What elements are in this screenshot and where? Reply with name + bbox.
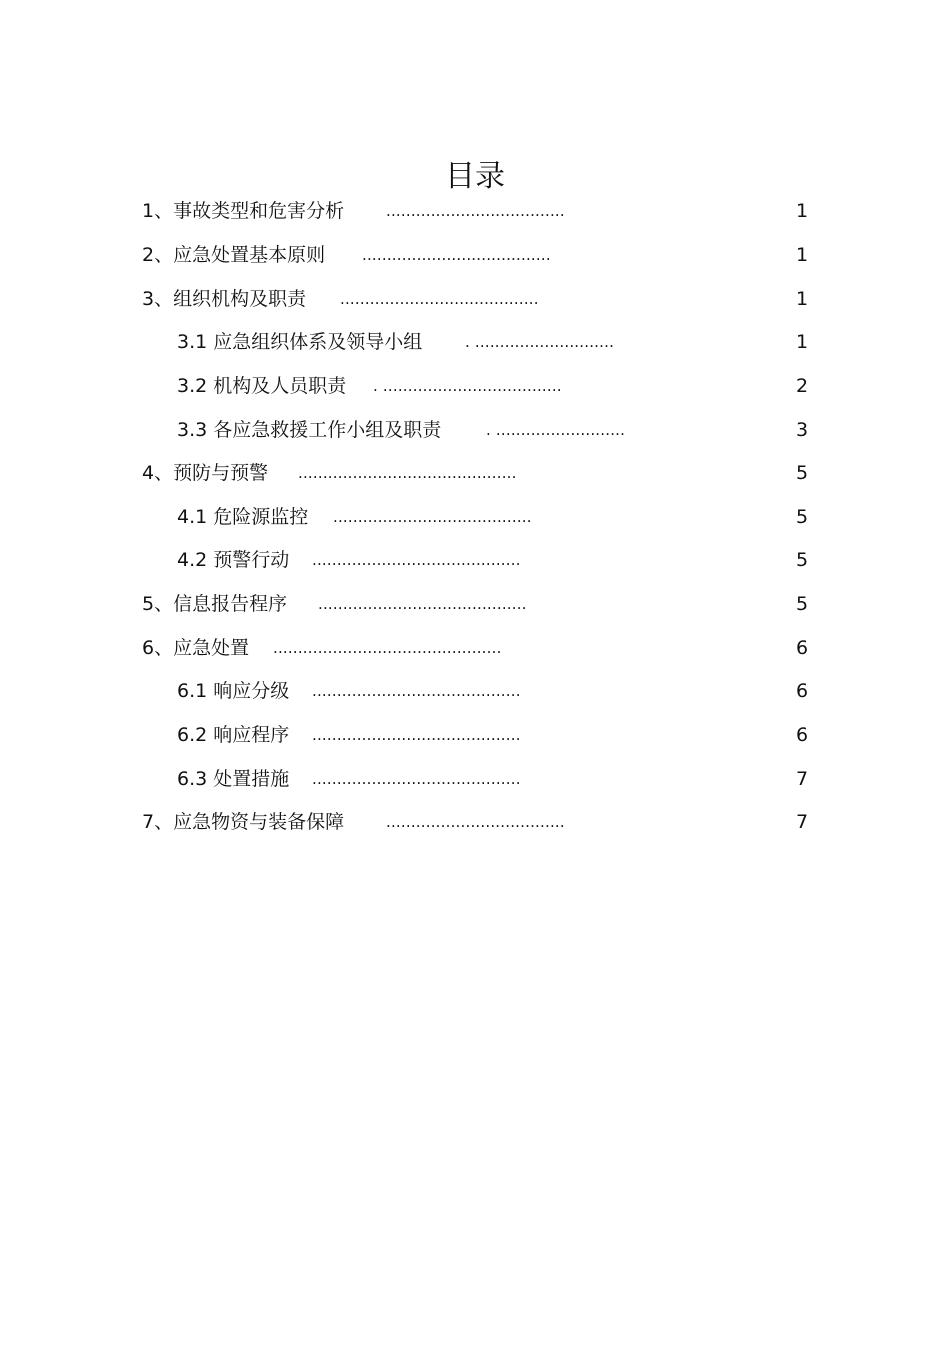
- toc-entry-leader: ............................................: [298, 464, 517, 482]
- toc-entry-label: 6.1 响应分级: [177, 680, 290, 702]
- toc-entry-leader: ..........................................: [312, 770, 521, 788]
- toc-entry[interactable]: [0, 458, 950, 488]
- toc-entry-leader: ..........................................: [318, 595, 527, 613]
- toc-entry-page: 1: [796, 200, 809, 222]
- toc-entry-leader: ....................................: [386, 813, 565, 831]
- toc-entry[interactable]: [0, 327, 950, 357]
- toc-entry-label: 5、信息报告程序: [142, 593, 288, 615]
- toc-entry[interactable]: [0, 415, 950, 445]
- toc-entry[interactable]: [0, 545, 950, 575]
- toc-entry-page: 1: [796, 244, 809, 266]
- toc-entry[interactable]: [0, 720, 950, 750]
- toc-entry-page: 1: [796, 288, 809, 310]
- toc-entry-label: 7、应急物资与装备保障: [142, 811, 345, 833]
- toc-entry-leader: . ....................................: [373, 377, 562, 395]
- toc-entry-leader: . ............................: [465, 333, 615, 351]
- toc-entry[interactable]: [0, 240, 950, 270]
- toc-entry[interactable]: [0, 676, 950, 706]
- toc-entry[interactable]: [0, 589, 950, 619]
- toc-entry-page: 7: [796, 811, 809, 833]
- toc-entry-leader: ..........................................: [312, 682, 521, 700]
- toc-entry-page: 2: [796, 375, 809, 397]
- toc-entry[interactable]: [0, 633, 950, 663]
- toc-entry[interactable]: [0, 807, 950, 837]
- toc-entry-label: 4、预防与预警: [142, 462, 269, 484]
- toc-entry-page: 6: [796, 724, 809, 746]
- toc-entry-leader: ........................................: [340, 290, 539, 308]
- toc-entry-label: 1、事故类型和危害分析: [142, 200, 345, 222]
- toc-entry-page: 5: [796, 462, 809, 484]
- toc-entry-page: 6: [796, 680, 809, 702]
- toc-entry-label: 3.1 应急组织体系及领导小组: [177, 331, 423, 353]
- toc-entry-page: 3: [796, 419, 809, 441]
- toc-entry-label: 3、组织机构及职责: [142, 288, 307, 310]
- toc-entry-page: 5: [796, 593, 809, 615]
- toc-entry[interactable]: [0, 502, 950, 532]
- toc-entry-leader: ......................................: [362, 246, 551, 264]
- toc-entry-label: 4.2 预警行动: [177, 549, 290, 571]
- toc-entry-label: 3.3 各应急救援工作小组及职责: [177, 419, 442, 441]
- toc-entry-label: 6.2 响应程序: [177, 724, 290, 746]
- toc-entry-leader: ..........................................: [312, 551, 521, 569]
- toc-entry-leader: . ..........................: [486, 421, 626, 439]
- toc-entry-label: 4.1 危险源监控: [177, 506, 309, 528]
- toc-entry[interactable]: [0, 284, 950, 314]
- toc-entry-label: 6、应急处置: [142, 637, 250, 659]
- toc-entry-page: 5: [796, 506, 809, 528]
- toc-entry-leader: ..............................................: [273, 639, 502, 657]
- toc-entry-label: 3.2 机构及人员职责: [177, 375, 347, 397]
- toc-title: 目录: [445, 159, 505, 194]
- toc-entry[interactable]: [0, 764, 950, 794]
- toc-entry-page: 6: [796, 637, 809, 659]
- toc-entry-page: 7: [796, 768, 809, 790]
- toc-entry-leader: ........................................: [333, 508, 532, 526]
- toc-entry-leader: ....................................: [386, 202, 565, 220]
- toc-entry-label: 6.3 处置措施: [177, 768, 290, 790]
- toc-entry-page: 1: [796, 331, 809, 353]
- toc-entry-page: 5: [796, 549, 809, 571]
- toc-entry-leader: ..........................................: [312, 726, 521, 744]
- toc-entry[interactable]: [0, 371, 950, 401]
- toc-entry[interactable]: [0, 196, 950, 226]
- toc-entry-label: 2、应急处置基本原则: [142, 244, 326, 266]
